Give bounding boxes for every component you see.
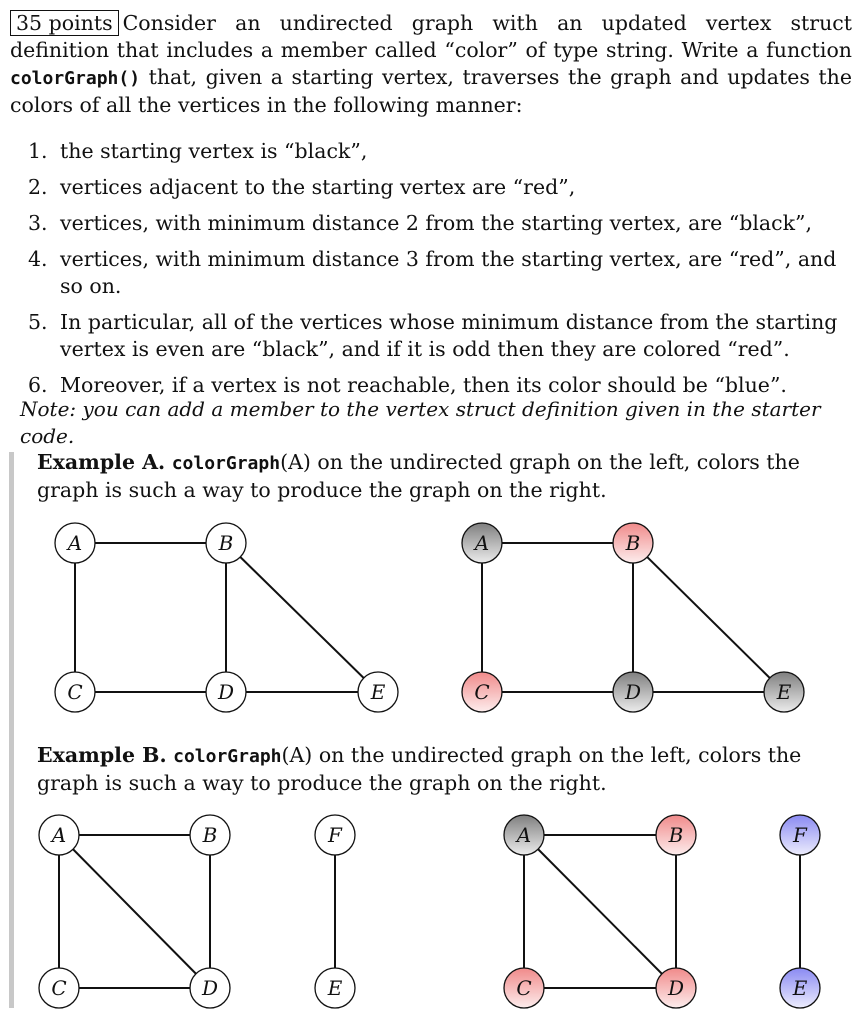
example-b-left-vertex-F bbox=[315, 815, 355, 855]
example-a-left-vertex-label: E bbox=[370, 680, 386, 704]
example-a-right-vertex-D bbox=[613, 672, 653, 712]
example-b-right-edge-A-D bbox=[524, 835, 676, 988]
example-b-left-vertex-label: A bbox=[51, 823, 67, 847]
example-b-left-vertex-label: E bbox=[327, 976, 343, 1000]
rules-list bbox=[28, 138, 856, 399]
rule-item bbox=[28, 372, 856, 399]
example-b-text: on the undirected graph on the left, colors the graph is such a way to produce the graph on the right. bbox=[37, 743, 802, 795]
example-b-right-vertex-label: F bbox=[793, 823, 807, 847]
example-b-right-vertex-label: A bbox=[516, 823, 532, 847]
example-b-left-vertex-label: C bbox=[51, 976, 67, 1000]
example-a-func: colorGraph bbox=[171, 453, 281, 474]
note: Note: you can add a member to the vertex struct definition given in the starter code. bbox=[20, 397, 821, 448]
rule-text: the starting vertex is “black”, bbox=[60, 139, 368, 163]
example-a-left-vertex-B bbox=[206, 523, 246, 563]
rule-item bbox=[28, 174, 856, 201]
rule-number: 3. bbox=[28, 211, 48, 235]
example-b-left-vertex-label: D bbox=[201, 976, 219, 1000]
example-b-left-vertex-B bbox=[190, 815, 230, 855]
rule-number: 5. bbox=[28, 310, 48, 334]
rule-text: Moreover, if a vertex is not reachable, then its color should be “blue”. bbox=[60, 373, 787, 397]
example-b-right-vertex-C bbox=[504, 968, 544, 1008]
example-a-arg: (A) bbox=[280, 450, 311, 474]
example-b-right-vertex-D bbox=[656, 968, 696, 1008]
example-a-left-vertex-A bbox=[55, 523, 95, 563]
example-b-right-vertex-label: E bbox=[792, 976, 808, 1000]
example-a-right-vertex-B bbox=[613, 523, 653, 563]
example-a-right-vertex-label: B bbox=[625, 531, 641, 555]
example-b-left-vertex-label: F bbox=[328, 823, 342, 847]
example-a-left-edge-B-E bbox=[226, 543, 378, 692]
example-b-func: colorGraph bbox=[173, 746, 282, 767]
example-b-arg: (A) bbox=[281, 743, 313, 767]
intro-text-1: Consider an undirected graph with an updated vertex struct definition that includes a member called “color” of type string. Write a function bbox=[10, 11, 852, 62]
example-b-left-vertex-A bbox=[39, 815, 79, 855]
rule-item bbox=[28, 210, 856, 237]
example-a-right-vertex-label: A bbox=[474, 531, 490, 555]
example-a-left-vertex-label: B bbox=[218, 531, 234, 555]
example-a-right-edge-B-E bbox=[633, 543, 784, 692]
example-a-left-vertex-label: C bbox=[67, 680, 83, 704]
example-b-right-vertex-E bbox=[780, 968, 820, 1008]
example-a-right-vertex-label: D bbox=[624, 680, 642, 704]
rule-number: 4. bbox=[28, 247, 48, 271]
example-b-right-vertex-F bbox=[780, 815, 820, 855]
example-b-left-vertex-E bbox=[315, 968, 355, 1008]
example-b-graphs bbox=[0, 808, 868, 1018]
rule-text: vertices adjacent to the starting vertex are “red”, bbox=[60, 175, 576, 199]
example-b-left-edge-A-D bbox=[59, 835, 210, 988]
example-b-right-vertex-label: D bbox=[667, 976, 685, 1000]
rule-item bbox=[28, 309, 856, 363]
example-a-caption bbox=[37, 449, 837, 504]
example-b-left-vertex-D bbox=[190, 968, 230, 1008]
example-a-right-vertex-C bbox=[462, 672, 502, 712]
function-name: colorGraph() bbox=[10, 68, 141, 89]
intro-text-2: that, given a starting vertex, traverses the graph and updates the colors of all the vertices in the following manner: bbox=[10, 65, 852, 117]
example-a-graphs bbox=[0, 515, 868, 720]
example-a-right-vertex-E bbox=[764, 672, 804, 712]
rule-text: vertices, with minimum distance 2 from the starting vertex, are “black”, bbox=[60, 211, 813, 235]
rule-item bbox=[28, 246, 856, 300]
points-badge: 35 points bbox=[10, 10, 119, 36]
example-b-right-vertex-A bbox=[504, 815, 544, 855]
rule-number: 2. bbox=[28, 175, 48, 199]
rule-text: vertices, with minimum distance 3 from the starting vertex, are “red”, and so on. bbox=[60, 247, 837, 298]
example-a-label: Example A. bbox=[37, 450, 166, 474]
example-b-right-vertex-label: C bbox=[516, 976, 532, 1000]
example-b-right-vertex-B bbox=[656, 815, 696, 855]
example-a-left-vertex-E bbox=[358, 672, 398, 712]
example-a-left-vertex-D bbox=[206, 672, 246, 712]
example-b-caption bbox=[37, 742, 837, 797]
rule-item bbox=[28, 138, 856, 165]
rule-number: 6. bbox=[28, 373, 48, 397]
rule-text: In particular, all of the vertices whose minimum distance from the starting vertex is even are “black”, and if it is odd then they are colored “red”. bbox=[60, 310, 838, 361]
example-a-right-vertex-A bbox=[462, 523, 502, 563]
example-b-left-vertex-label: B bbox=[202, 823, 218, 847]
example-a-text: on the undirected graph on the left, colors the graph is such a way to produce the graph on the right. bbox=[37, 450, 800, 502]
rule-number: 1. bbox=[28, 139, 48, 163]
example-a-left-vertex-label: D bbox=[217, 680, 235, 704]
example-a-left-vertex-C bbox=[55, 672, 95, 712]
example-a-left-vertex-label: A bbox=[67, 531, 83, 555]
problem-statement bbox=[10, 10, 852, 119]
example-b-left-vertex-C bbox=[39, 968, 79, 1008]
example-b-label: Example B. bbox=[37, 743, 167, 767]
example-a-right-vertex-label: C bbox=[474, 680, 490, 704]
example-b-right-vertex-label: B bbox=[668, 823, 684, 847]
example-a-right-vertex-label: E bbox=[776, 680, 792, 704]
